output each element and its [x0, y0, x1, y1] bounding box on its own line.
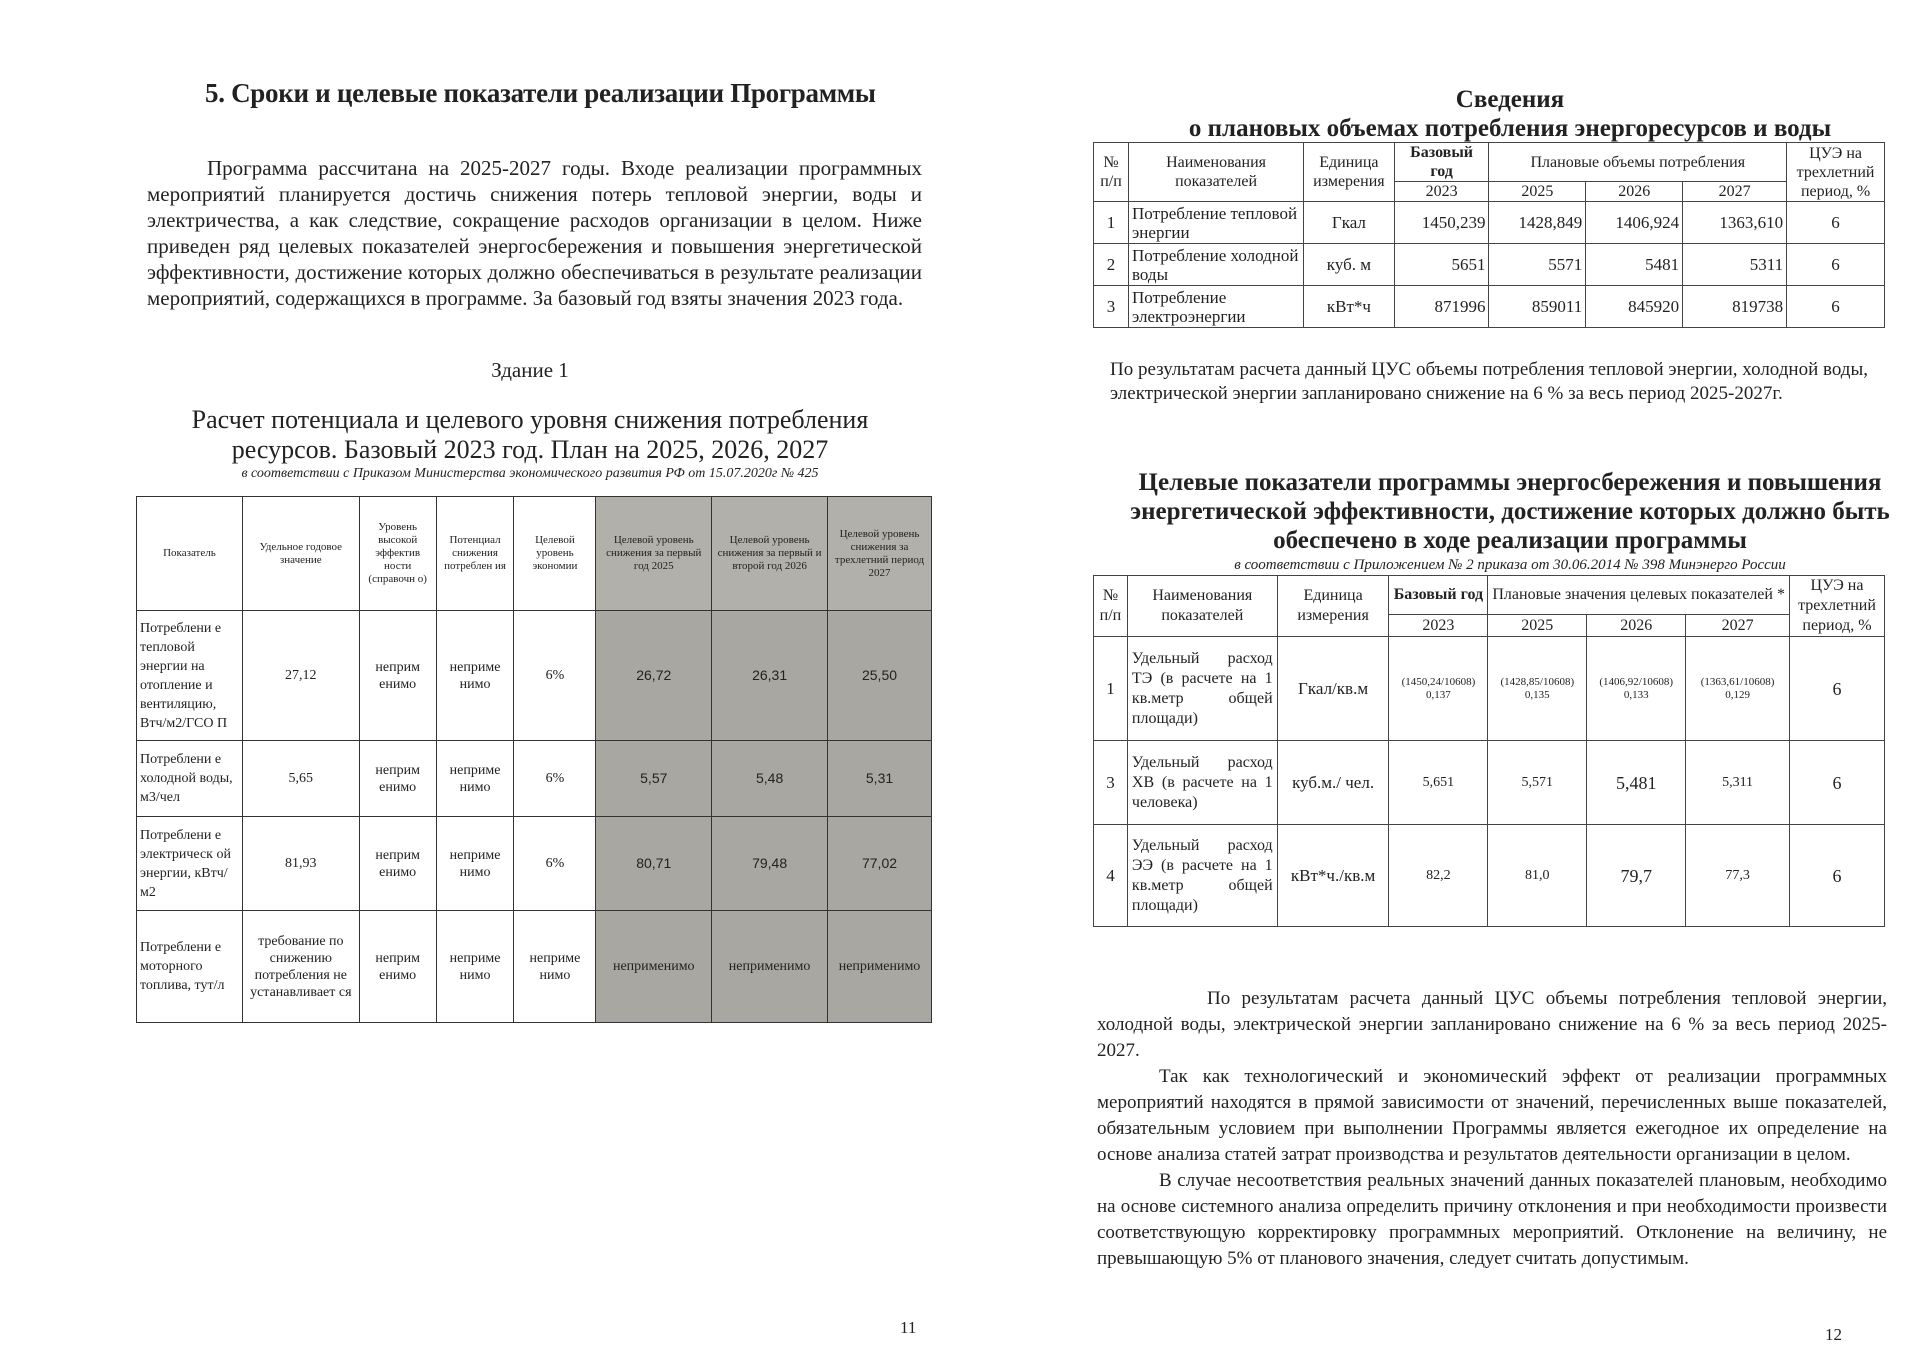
table-row [137, 611, 932, 741]
col-header-2027: 2027 [1686, 615, 1790, 637]
value-2027: неприменимо [828, 911, 932, 1023]
indicator-name: Потреблени е холодной воды, м3/чел [137, 741, 243, 817]
col-header: Целевой уровень снижения за первый год 2025 [596, 497, 712, 611]
value-2027: 1363,610 [1683, 202, 1787, 244]
page-12 [960, 0, 1920, 1352]
high-efficiency: неприм енимо [359, 611, 436, 741]
table-row [137, 741, 932, 817]
table-row [137, 817, 932, 911]
page-number: 11 [900, 1318, 917, 1337]
value-2025: 5571 [1489, 244, 1586, 286]
value-2023: 5,651 [1389, 741, 1488, 825]
value-2025: 80,71 [596, 817, 712, 911]
high-efficiency: неприм енимо [359, 741, 436, 817]
value-2025: 5,571 [1488, 741, 1587, 825]
value-2027: 819738 [1683, 286, 1787, 328]
col-header-unit: Единица измерения [1304, 143, 1395, 202]
value-2027: 5,31 [828, 741, 932, 817]
table-row [1094, 286, 1885, 328]
building-label: Здание 1 [491, 358, 569, 382]
annual-value: 5,65 [242, 741, 359, 817]
conclusion-text [1097, 986, 1887, 1272]
section-heading: 5. Сроки и целевые показатели реализации Программы [205, 78, 876, 108]
value-2026: 79,48 [712, 817, 828, 911]
row-name: Потребление тепловой энергии [1129, 202, 1304, 244]
col-header: Целевой уровень снижения за трехлетний период 2027 [828, 497, 932, 611]
col-header-2023: 2023 [1389, 615, 1488, 637]
col-header-2023: 2023 [1394, 182, 1489, 202]
col-header: Уровень высокой эффектив ности (справочн о) [359, 497, 436, 611]
col-header: Целевой уровень экономии [514, 497, 596, 611]
value-2025: (1428,85/10608) 0,135 [1488, 637, 1587, 741]
page-number: 12 [1825, 1325, 1842, 1344]
paragraph: Так как технологический и экономический эффект от реализации программных мероприятий находятся в прямой зависимости от значений, перечисленных выше показателей, обязательным условием при выполнении Программы является ежегодное их определение на основе анализа статей затрат производства и результатов деятельности организации в целом. [1097, 1066, 1887, 1165]
value-2023: 82,2 [1389, 825, 1488, 927]
target-level: 6% [514, 611, 596, 741]
value-2025: 26,72 [596, 611, 712, 741]
value-2025: 859011 [1489, 286, 1586, 328]
row-num: 3 [1094, 741, 1128, 825]
row-num: 2 [1094, 244, 1129, 286]
value-2025: 1428,849 [1489, 202, 1586, 244]
col-header-base: Базовый год [1394, 143, 1489, 182]
potential: неприме нимо [436, 611, 514, 741]
paragraph: По результатам расчета данный ЦУС объемы потребления тепловой энергии, холодной воды, электрической энергии запланировано снижение на 6 % за весь период 2025-2027. [1097, 988, 1887, 1061]
table-row [1094, 202, 1885, 244]
value-2023: 871996 [1394, 286, 1489, 328]
row-num: 3 [1094, 286, 1129, 328]
indicator-name: Потреблени е моторного топлива, тут/л [137, 911, 243, 1023]
row-unit: Гкал/кв.м [1277, 637, 1389, 741]
value-cue: 6 [1790, 741, 1885, 825]
col-header-2026: 2026 [1586, 182, 1683, 202]
row-unit: куб. м [1304, 244, 1395, 286]
col-header: Удельное годовое значение [242, 497, 359, 611]
value-2025: неприменимо [596, 911, 712, 1023]
indicator-name: Потреблени е тепловой энергии на отопление и вентиляцию, Втч/м2/ГСО П [137, 611, 243, 741]
value-cue: 6 [1790, 637, 1885, 741]
row-unit: куб.м./ чел. [1277, 741, 1389, 825]
target-level: неприме нимо [514, 911, 596, 1023]
potential: неприме нимо [436, 741, 514, 817]
value-2027: 25,50 [828, 611, 932, 741]
table-row [1094, 825, 1885, 927]
table-subtitle: в соответствии с Приказом Министерства экономического развития РФ от 15.07.2020г № 425 [241, 466, 819, 481]
value-2025: 81,0 [1488, 825, 1587, 927]
col-header-2027: 2027 [1683, 182, 1787, 202]
row-num: 1 [1094, 202, 1129, 244]
table-header-row [137, 497, 932, 611]
col-header-2025: 2025 [1488, 615, 1587, 637]
value-2026: 845920 [1586, 286, 1683, 328]
col-header-2025: 2025 [1489, 182, 1586, 202]
table-header-row [1094, 143, 1885, 182]
table-title: Расчет потенциала и целевого уровня снижения потребления ресурсов. Базовый 2023 год. План на 2025, 2026, 2027 [191, 405, 869, 464]
annual-value: требование по снижению потребления не устанавливает ся [242, 911, 359, 1023]
col-header: Потенциал снижения потреблен ия [436, 497, 514, 611]
value-2023: (1450,24/10608) 0,137 [1389, 637, 1488, 741]
value-2027: 77,02 [828, 817, 932, 911]
row-name: Удельный расход ХВ (в расчете на 1 человека) [1127, 741, 1277, 825]
value-2027: (1363,61/10608) 0,129 [1686, 637, 1790, 741]
row-unit: Гкал [1304, 202, 1395, 244]
col-header-cue: ЦУЭ на трехлетний период, % [1787, 143, 1885, 202]
value-2026: 26,31 [712, 611, 828, 741]
value-cue: 6 [1787, 286, 1885, 328]
indicator-name: Потреблени е электрическ ой энергии, кВтч/м2 [137, 817, 243, 911]
high-efficiency: неприм енимо [359, 817, 436, 911]
value-cue: 6 [1787, 244, 1885, 286]
value-2027: 5311 [1683, 244, 1787, 286]
row-unit: кВт*ч [1304, 286, 1395, 328]
value-cue: 6 [1790, 825, 1885, 927]
value-2026: 5,48 [712, 741, 828, 817]
col-header: Целевой уровень снижения за первый и второй год 2026 [712, 497, 828, 611]
table-row [1094, 741, 1885, 825]
target-level: 6% [514, 817, 596, 911]
table-header-row [1094, 576, 1885, 615]
row-name: Удельный расход ТЭ (в расчете на 1 кв.метр общей площади) [1127, 637, 1277, 741]
target-indicators-subtitle: в соответствии с Приложением № 2 приказа от 30.06.2014 № 398 Минэнерго России [1234, 557, 1786, 573]
table-row [137, 911, 932, 1023]
value-2025: 5,57 [596, 741, 712, 817]
col-header-cue: ЦУЭ на трехлетний период, % [1790, 576, 1885, 637]
value-2027: 5,311 [1686, 741, 1790, 825]
consumption-table-title: Сведения о плановых объемах потребления энергоресурсов и воды [1188, 86, 1832, 142]
potential: неприме нимо [436, 817, 514, 911]
row-num: 4 [1094, 825, 1128, 927]
col-header-planned: Плановые объемы потребления [1489, 143, 1787, 182]
value-2026: 5,481 [1587, 741, 1686, 825]
col-header-name: Наименования показателей [1127, 576, 1277, 637]
value-cue: 6 [1787, 202, 1885, 244]
col-header-base: Базовый год [1389, 576, 1488, 615]
planned-consumption-table [1093, 142, 1885, 328]
value-2023: 1450,239 [1394, 202, 1489, 244]
target-indicators-title: Целевые показатели программы энергосбережения и повышения энергетической эффективности, достижение которых должно быть обеспечено в ходе реализации программы [1130, 469, 1890, 554]
value-2023: 5651 [1394, 244, 1489, 286]
high-efficiency: неприм енимо [359, 911, 436, 1023]
result-paragraph: По результатам расчета данный ЦУС объемы потребления тепловой энергии, холодной воды, электрической энергии запланировано снижение на 6 % за весь период 2025-2027г. [1110, 359, 1868, 404]
col-header-num: № п/п [1094, 143, 1129, 202]
row-name: Удельный расход ЭЭ (в расчете на 1 кв.метр общей площади) [1127, 825, 1277, 927]
row-unit: кВт*ч./кв.м [1277, 825, 1389, 927]
potential: неприме нимо [436, 911, 514, 1023]
intro-paragraph: Программа рассчитана на 2025-2027 годы. Входе реализации программных мероприятий планируется достичь снижения потерь тепловой энергии, воды и электричества, а как следствие, сокращение расходов организации в целом. Ниже приведен ряд целевых показателей энергосбережения и повышения энергетической эффективности, достижение которых должно обеспечиваться в результате реализации мероприятий, содержащихся в программе. За базовый год взяты значения 2023 года. [147, 156, 922, 310]
row-name: Потребление электроэнергии [1129, 286, 1304, 328]
paragraph: В случае несоответствия реальных значений данных показателей плановым, необходимо на основе системного анализа определить причину отклонения и при необходимости произвести соответствующую корректировку программных мероприятий. Отклонение на величину, не превышающую 5% от планового значения, следует считать допустимым. [1097, 1170, 1887, 1269]
annual-value: 27,12 [242, 611, 359, 741]
col-header-2026: 2026 [1587, 615, 1686, 637]
table-row [1094, 637, 1885, 741]
target-indicators-table [1093, 575, 1885, 927]
col-header-num: № п/п [1094, 576, 1128, 637]
value-2027: 77,3 [1686, 825, 1790, 927]
annual-value: 81,93 [242, 817, 359, 911]
value-2026: неприменимо [712, 911, 828, 1023]
value-2026: 5481 [1586, 244, 1683, 286]
col-header-unit: Единица измерения [1277, 576, 1389, 637]
col-header-planned: Плановые значения целевых показателей * [1488, 576, 1790, 615]
col-header-name: Наименования показателей [1129, 143, 1304, 202]
col-header: Показатель [137, 497, 243, 611]
row-num: 1 [1094, 637, 1128, 741]
value-2026: 1406,924 [1586, 202, 1683, 244]
value-2026: 79,7 [1587, 825, 1686, 927]
target-level: 6% [514, 741, 596, 817]
table-row [1094, 244, 1885, 286]
row-name: Потребление холодной воды [1129, 244, 1304, 286]
potential-table [136, 496, 932, 1023]
value-2026: (1406,92/10608) 0,133 [1587, 637, 1686, 741]
